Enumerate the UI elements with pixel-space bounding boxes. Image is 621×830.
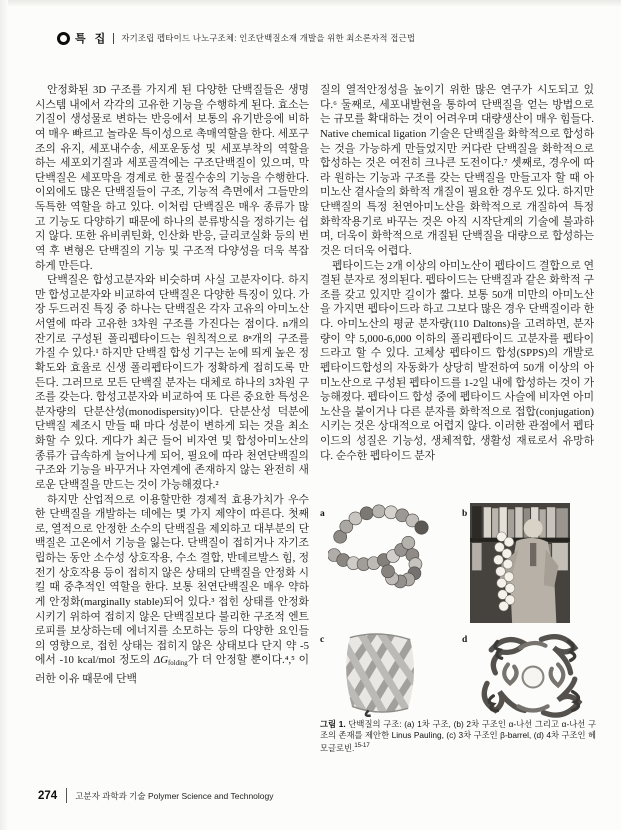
section-bullet-icon [57,32,70,45]
paragraph [35,493,309,687]
beta-barrel-structure-image [327,629,431,717]
page-footer [38,788,274,803]
paragraph-text: 가 더 안정할 뿐이다.⁴,⁵ 이러한 이유 때문에 단백 [35,654,309,685]
article-title: 자기조립 펩타이드 나노구조체: 인조단백질소재 개발을 위한 최소론자적 접근법 [121,33,416,43]
figure-caption-label: 그림 1. [320,719,346,729]
scan-edge-left [0,0,8,830]
page-number: 274 [38,789,58,802]
hemoglobin-structure-image [470,629,596,723]
scan-edge-top [0,0,621,7]
figure-row-2 [320,629,598,723]
section-label: 특 집 [75,33,109,45]
panel-d-label: d [462,635,468,645]
paragraph: 질의 열적안정성을 높이기 위한 많은 연구가 시도되고 있다.⁶ 둘째로, 세포내발현을 통하여 단백질을 얻는 방법으로는 규모를 확대하는 것이 어려우며 대량생산이 매우 힘들다. Native chemical ligation 기술은 단백질을 화학적으로 합성하는 것을 가능하게 만들었지만 커다란 단백질을 화학적으로 합성하는 것은 여전히 크나큰 도전이다.⁷ 셋째로, 경우에 따라 원하는 기능과 구조를 갖는 단백질을 만들고자 할 때 아미노산 곁사슬의 화학적 개질이 필요한 경우도 있다. 하지만 단백질의 특정 천연아미노산을 화학적으로 개질하여 특정 화학작용기로 바꾸는 것은 아직 시작단계의 기술에 불과하며, 더욱이 화학적으로 개질된 단백질을 대량으로 합성하는 것은 더더욱 어렵다. [320,84,594,257]
figure-caption-refs: 15-17 [354,743,370,749]
panel-c-label: c [320,635,325,645]
figure-panel-a [320,503,462,623]
left-column [35,83,309,761]
delta-g-symbol: ΔG [153,654,169,667]
header-divider [113,33,114,44]
page-header [57,30,415,46]
figure-panel-c [320,629,462,723]
paragraph-text: 하지만 산업적으로 이용할만한 경제적 효용가치가 우수한 단백질을 개발하는 데에는 몇 가지 제약이 따른다. 첫째로, 열적으로 안정한 소수의 단백질을 제외하고 대부분의 단백질은 고온에서 기능을 잃는다. 단백질이 접히거나 자기조립하는 동안 소수성 상호작용, 수소 결합, 반데르발스 힘, 정전기 상호작용 등이 접히지 않은 상태의 단백질을 안정화 시킬 때 중추적인 역할을 한다. 보통 천연단백질은 매우 약하게 안정화(marginally stable)되어 있다.³ 접힌 상태를 안정화시키기 위하여 접히지 않은 단백질보다 불리한 구조적 엔트로피를 보상하는데 에너지를 소모하는 등의 다양한 요인들의 영향으로, 접힌 상태는 접히지 않은 상태보다 단지 약 -5에서 -10 kcal/mol 정도의 [35,493,309,667]
footer-divider [66,788,67,803]
paragraph: 펩타이드는 2개 이상의 아미노산이 펩타이드 결합으로 연결된 분자로 정의된다. 펩타이드는 단백질과 같은 화학적 구조를 갖고 있지만 길이가 짧다. 보통 50개 미만의 아미노산을 가지면 펩타이드라 하고 그보다 많은 경우 단백질이라 한다. 아미노산의 평균 분자량(110 Daltons)을 고려하면, 분자량이 약 5,000-6,000 이하의 폴리펩타이드 고분자를 펩타이드라고 할 수 있다. 고체상 펩타이드 합성(SPPS)의 개발로 펩타이드합성의 자동화가 상당히 발전하여 50개 이상의 아미노산으로 구성된 펩타이드를 1-2일 내에 합성하는 것이 가능해졌다. 펩타이드 합성 중에 펩타이드 사슬에 비자연 아미노산을 붙이거나 다른 분자를 화학적으로 접합(conjugation)시키는 것은 상대적으로 어렵지 않다. 이러한 관점에서 펩타이드의 성질은 기능성, 생체적합, 생활성 재료로서 유망하다. 순수한 펩타이드 분자 [320,259,594,462]
panel-b-label: b [462,509,468,519]
figure-row-1 [320,503,598,623]
figure-panel-d [462,629,598,723]
figure-panel-b [462,503,598,623]
linus-pauling-photo [470,503,570,623]
paragraph: 단백질은 합성고분자와 비슷하며 사실 고분자이다. 하지만 합성고분자와 비교하여 단백질은 다양한 특징이 있다. 가장 두드러진 특징 중 하나는 단백질은 각자 고유의 아미노산 서열에 따라 고유한 3차원 구조를 가진다는 점이다. n개의 잔기로 구성된 폴리펩타이드는 원칙적으로 8ⁿ개의 구조를 가질 수 있다.¹ 하지만 단백질 합성 기구는 눈에 띄게 높은 정확도와 효율로 신생 폴리펩타이드가 정확하게 접히도록 만든다. 그러므로 모든 단백질 분자는 대체로 하나의 3차원 구조를 갖는다. 합성고분자와 비교하여 또 다른 중요한 특성은 분자량의 단분산성(monodispersity)이다. 단분산성 덕분에 단백질 제조시 만들 때 마다 성분이 변하게 되는 것을 최소화할 수 있다. 게다가 최근 들어 비자연 및 합성아미노산의 종류가 급속하게 늘어나게 되어, 필요에 따라 천연단백질의 구조와 기능을 바꾸거나 자연계에 존재하지 않는 완전히 새로운 단백질을 만드는 것이 가능해졌다.² [35,274,309,491]
figure-1 [320,503,598,723]
panel-a-label: a [320,509,325,519]
journal-name: 고분자 과학과 기술 Polymer Science and Technology [75,790,274,801]
right-column [320,83,594,495]
figure-caption [320,719,596,754]
paragraph: 안정화된 3D 구조를 가지게 된 다양한 단백질들은 생명 시스템 내에서 각각의 고유한 기능을 수행하게 된다. 효소는 기질이 생성물로 변하는 반응에서 보통의 유기반응에 비하여 매우 빠르고 놀라운 특이성으로 촉매역할을 한다. 세포구조의 유지, 세포내수송, 세포운동성 및 세포부착의 역할을 하는 세포외기질과 세포골격에는 구조단백질이 있으며, 막단백질은 세포막을 경계로 한 물질수송의 기능을 수행한다. 이외에도 많은 단백질들이 구조, 기능적 측면에서 그들만의 독특한 역할을 하고 있다. 이처럼 단백질은 매우 종류가 많고 기능도 다양하기 때문에 하나의 분류방식을 정하기는 쉽지 않다. 또한 유비퀴틴화, 인산화 반응, 글리코실화 등의 번역 후 변형은 단백질의 기능 및 구조적 다양성을 더욱 복잡하게 만든다. [35,84,309,272]
primary-structure-bead-chain-image [328,503,450,607]
figure-caption-text: 단백질의 구조: (a) 1차 구조, (b) 2차 구조인 α-나선 그리고 α-나선 구조의 존재를 제안한 Linus Pauling, (c) 3차 구조인 β-barrel, (d) 4차 구조인 헤모글로빈. [320,719,597,753]
delta-g-subscript: folding [168,660,188,668]
